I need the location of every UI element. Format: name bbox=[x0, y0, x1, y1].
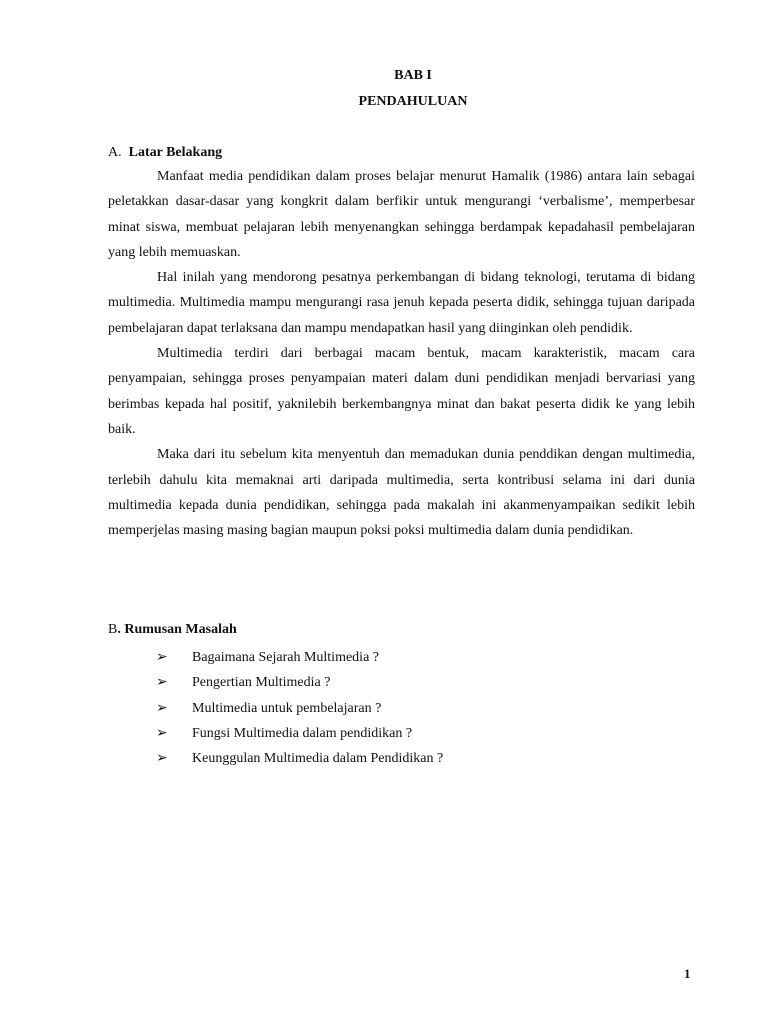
arrow-bullet-icon: ➢ bbox=[156, 649, 168, 665]
section-b-title: . Rumusan Masalah bbox=[117, 622, 237, 637]
paragraph: Hal inilah yang mendorong pesatnya perkembangan di bidang teknologi, terutama di bidang multimedia. Multimedia mampu mengurangi rasa jenuh kepada peserta didik, sehingga tujuan daripada pembelajaran dapat terlaksana dan mampu mendapatkan hasil yang diinginkan oleh pendidik. bbox=[108, 270, 695, 336]
paragraph: Maka dari itu sebelum kita menyentuh dan memadukan dunia penddikan dengan multimedia, terlebih dahulu kita memaknai arti daripada multimedia, serta kontribusi selama ini dari dunia multimedia kepada dunia pendidikan, sehingga pada makalah ini akanmenyampaikan sedikit lebih memperjelas masing masing bagian maupun poksi poksi multimedia dalam dunia pendidikan. bbox=[108, 447, 695, 539]
list-item bbox=[156, 721, 443, 746]
section-b-heading bbox=[108, 622, 237, 638]
list-item-text: Keunggulan Multimedia dalam Pendidikan ? bbox=[192, 751, 444, 767]
problem-list bbox=[156, 645, 443, 771]
paragraph: Manfaat media pendidikan dalam proses belajar menurut Hamalik (1986) antara lain sebagai peletakkan dasar-dasar yang kongkrit dalam berfikir untuk mengurangi ‘verbalisme’, memperbesar minat siswa, membuat pelajaran lebih menyenangkan sehingga berdampak kepadahasil pembelajaran yang lebih memuaskan. bbox=[108, 169, 695, 260]
arrow-bullet-icon: ➢ bbox=[156, 750, 168, 767]
page-number: 1 bbox=[684, 966, 691, 981]
paragraph: Multimedia terdiri dari berbagai macam bentuk, macam karakteristik, macam cara penyampaian, sehingga proses penyampaian materi dalam duni pendidikan menjadi bervariasi yang berimbas kepada hal positif, yaknilebih berkembangnya minat dan bakat peserta didik ke yang lebih baik. bbox=[108, 346, 695, 437]
arrow-bullet-icon: ➢ bbox=[156, 674, 168, 691]
section-b-letter: B bbox=[108, 622, 118, 637]
list-item-text: Multimedia untuk pembelajaran ? bbox=[192, 700, 382, 716]
list-item-text: Pengertian Multimedia ? bbox=[192, 675, 331, 691]
list-item bbox=[156, 696, 443, 721]
list-item bbox=[156, 645, 443, 670]
section-a-heading bbox=[108, 145, 222, 161]
list-item bbox=[156, 670, 443, 695]
section-a-title: Latar Belakang bbox=[128, 145, 223, 160]
list-item-text: Bagaimana Sejarah Multimedia ? bbox=[192, 650, 379, 665]
chapter-number: BAB I bbox=[394, 68, 432, 83]
list-item bbox=[156, 746, 443, 771]
section-a-body bbox=[108, 164, 695, 543]
arrow-bullet-icon: ➢ bbox=[156, 699, 168, 716]
arrow-bullet-icon: ➢ bbox=[156, 724, 168, 741]
chapter-title: PENDAHULUAN bbox=[358, 94, 468, 109]
section-a-letter: A. bbox=[108, 145, 122, 160]
list-item-text: Fungsi Multimedia dalam pendidikan ? bbox=[192, 725, 413, 741]
